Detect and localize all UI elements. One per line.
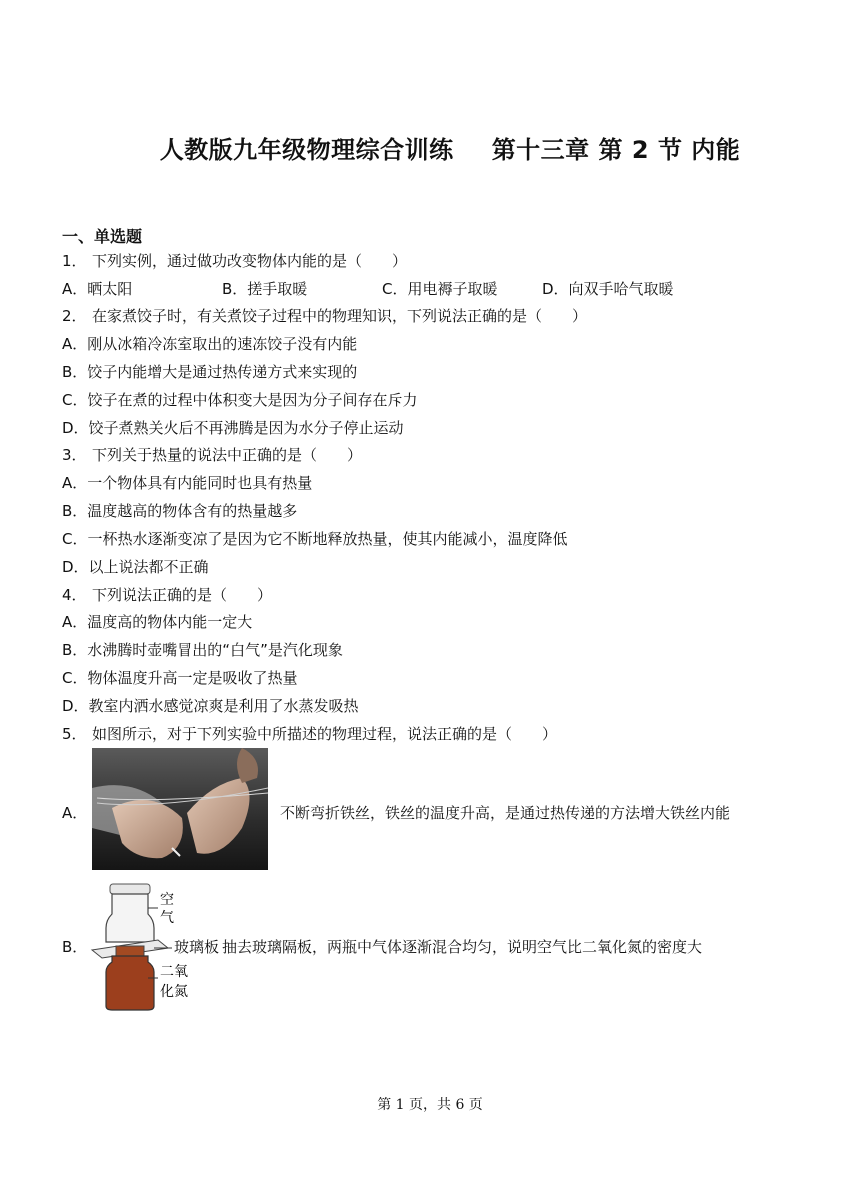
bending-wire-photo [92, 748, 268, 870]
question-2 [62, 306, 587, 326]
option-b: B．温度越高的物体含有的热量越多 [62, 502, 298, 520]
page-title [0, 130, 860, 165]
title-main: 人教版九年级物理综合训练 [159, 136, 454, 164]
question-4 [62, 585, 272, 605]
question-text: 在家煮饺子时，有关煮饺子过程中的物理知识，下列说法正确的是（ ） [92, 307, 588, 325]
option-b-text: 抽去玻璃隔板，两瓶中气体逐渐混合均匀，说明空气比二氧化氮的密度大 [222, 938, 703, 956]
question-5 [62, 724, 557, 744]
label-air-2: 气 [160, 910, 174, 926]
option-d: D．饺子煮熟关火后不再沸腾是因为水分子停止运动 [62, 419, 404, 437]
option-c: C．一杯热水逐渐变凉了是因为它不断地释放热量，使其内能减小，温度降低 [62, 530, 568, 548]
option-b: B．饺子内能增大是通过热传递方式来实现的 [62, 363, 358, 381]
question-1 [62, 251, 407, 271]
label-no2-2: 化氮 [160, 984, 188, 1000]
question-text: 下列说法正确的是（ ） [92, 586, 273, 604]
question-text: 下列关于热量的说法中正确的是（ ） [92, 446, 363, 464]
option-a-text: 不断弯折铁丝，铁丝的温度升高，是通过热传递的方法增大铁丝内能 [280, 804, 731, 822]
page-footer: 第 1 页，共 6 页 [377, 1097, 483, 1113]
question-3 [62, 445, 362, 465]
question-number: 1． [62, 252, 87, 270]
option-a: A．刚从冰箱冷冻室取出的速冻饺子没有内能 [62, 335, 358, 353]
option-a: A．温度高的物体内能一定大 [62, 613, 253, 631]
label-air-1: 空 [160, 892, 174, 908]
option-b-label: B． [62, 938, 88, 956]
question-number: 5． [62, 725, 87, 743]
title-chapter: 第十三章 第 2 节 内能 [491, 136, 741, 164]
option-b: B．水沸腾时壶嘴冒出的“白气”是汽化现象 [62, 641, 343, 659]
option-c: C．饺子在煮的过程中体积变大是因为分子间存在斥力 [62, 391, 418, 409]
option-a-label: A． [62, 804, 88, 822]
option-d: D．以上说法都不正确 [62, 558, 209, 576]
option-c: C．用电褥子取暖 [382, 280, 498, 298]
question-number: 4． [62, 586, 87, 604]
question-number: 2． [62, 307, 87, 325]
question-text: 如图所示，对于下列实验中所描述的物理过程，说法正确的是（ ） [92, 725, 558, 743]
option-a: A．一个物体具有内能同时也具有热量 [62, 474, 313, 492]
option-b-figure-label: 玻璃板 [174, 938, 220, 956]
option-d: D．教室内洒水感觉凉爽是利用了水蒸发吸热 [62, 697, 359, 715]
option-a: A．晒太阳 [62, 280, 133, 298]
option-d: D．向双手哈气取暖 [542, 280, 674, 298]
question-text: 下列实例，通过做功改变物体内能的是（ ） [92, 252, 408, 270]
section-heading: 一、单选题 [62, 227, 143, 246]
option-c: C．物体温度升高一定是吸收了热量 [62, 669, 298, 687]
label-no2-1: 二氧 [160, 964, 188, 980]
option-b: B．搓手取暖 [222, 280, 308, 298]
question-number: 3． [62, 446, 87, 464]
